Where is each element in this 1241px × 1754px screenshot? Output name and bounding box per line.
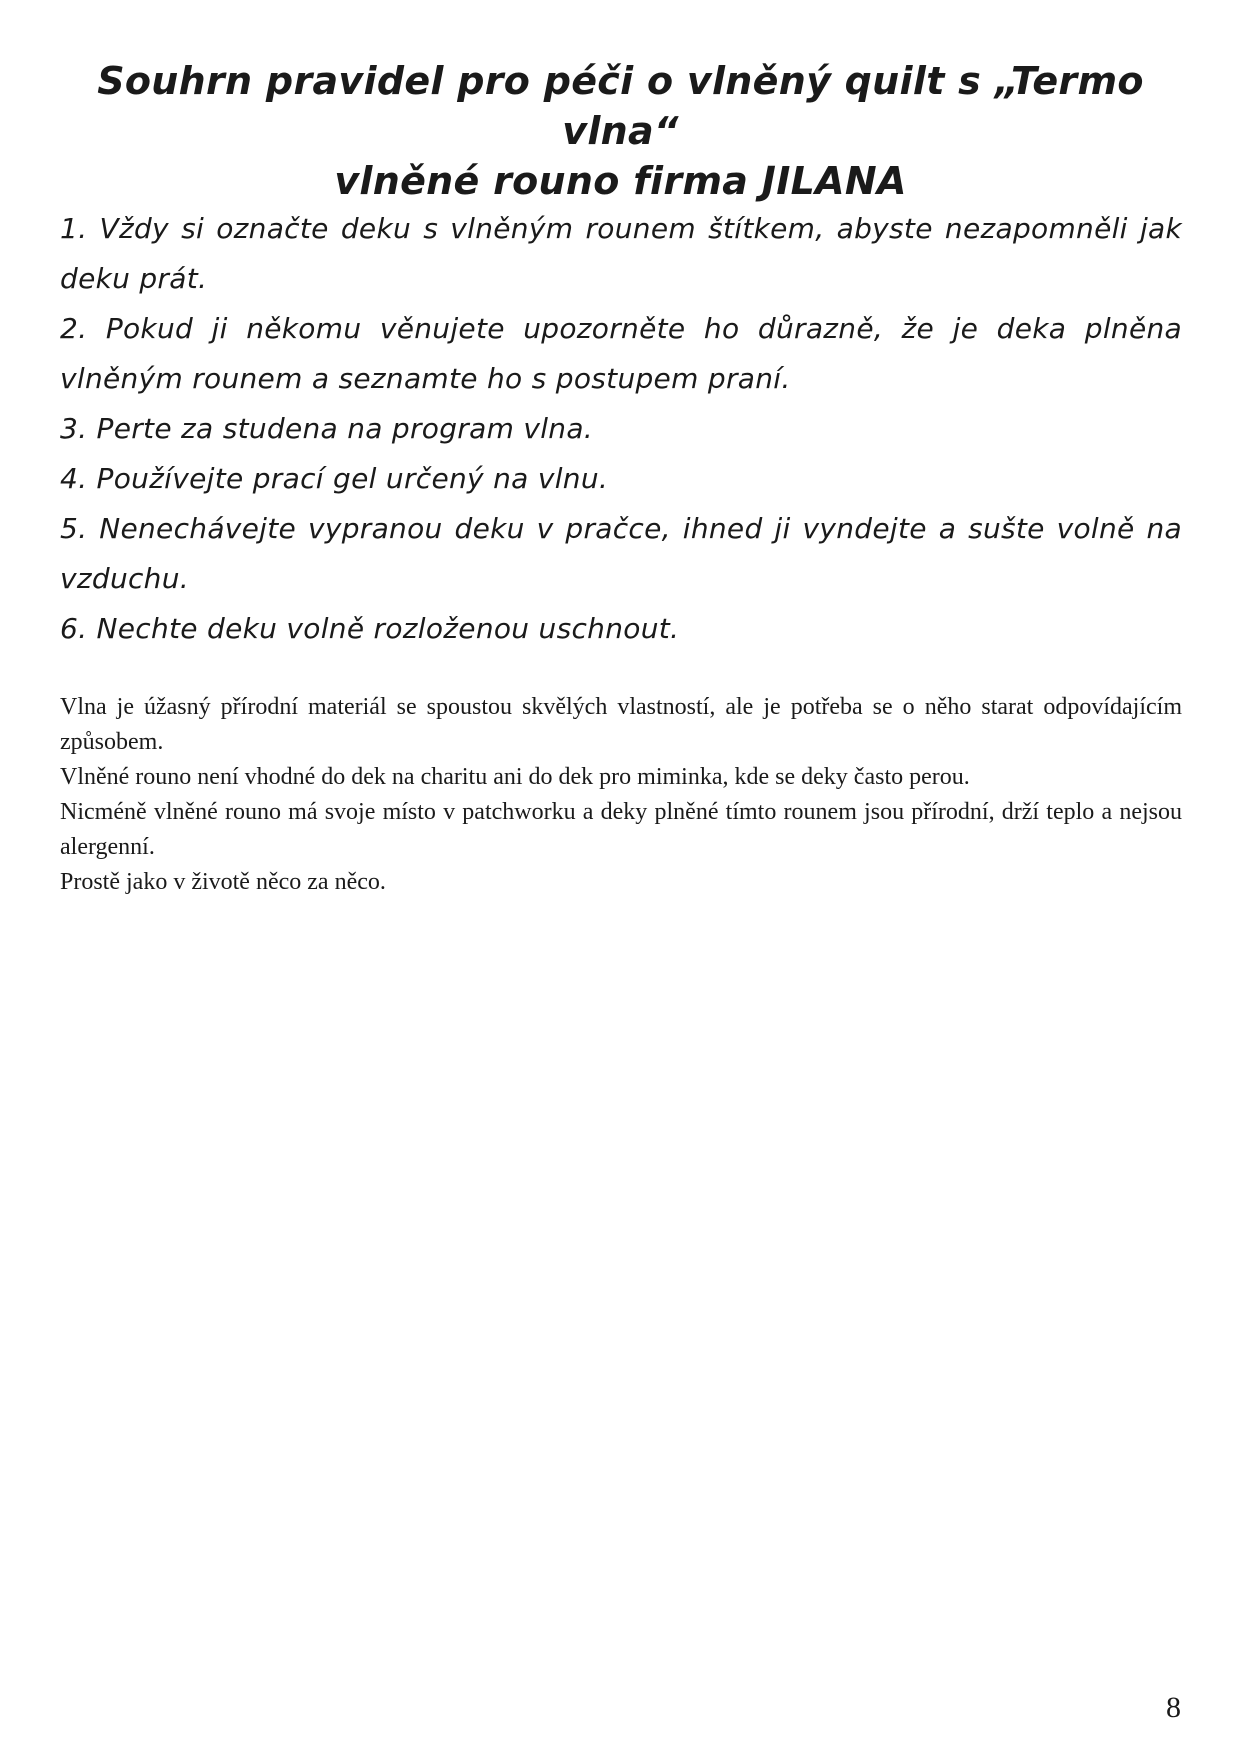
note-paragraph-1: Vlna je úžasný přírodní materiál se spoustou skvělých vlastností, ale je potřeba se o něho starat odpovídajícím způsobem. (60, 694, 1182, 755)
page-title (60, 56, 1181, 206)
title-line-1: Souhrn pravidel pro péči o vlněný quilt s „Termo vlna“ (97, 59, 1144, 153)
title-line-2: vlněné rouno firma JILANA (334, 159, 907, 203)
care-rules-list (60, 204, 1182, 654)
note-paragraph-3: Nicméně vlněné rouno má svoje místo v patchworku a deky plněné tímto rounem jsou přírodní, drží teplo a nejsou alergenní. (60, 799, 1182, 860)
rule-item-3: 3. Perte za studena na program vlna. (60, 412, 594, 445)
note-section (60, 690, 1182, 900)
rule-item-2: 2. Pokud ji někomu věnujete upozorněte ho důrazně, že je deka plněna vlněným rounem a seznamte ho s postupem praní. (60, 312, 1182, 395)
rule-item-5: 5. Nenechávejte vypranou deku v pračce, ihned ji vyndejte a sušte volně na vzduchu. (60, 512, 1182, 595)
rule-item-6: 6. Nechte deku volně rozloženou uschnout. (60, 612, 680, 645)
rule-item-4: 4. Používejte prací gel určený na vlnu. (60, 462, 609, 495)
note-paragraph-2: Vlněné rouno není vhodné do dek na charitu ani do dek pro miminka, kde se deky často perou. (60, 764, 970, 790)
rule-item-1: 1. Vždy si označte deku s vlněným rounem štítkem, abyste nezapomněli jak deku prát. (60, 212, 1182, 295)
note-paragraph-4: Prostě jako v životě něco za něco. (60, 869, 386, 895)
page-number: 8 (1166, 1691, 1181, 1724)
